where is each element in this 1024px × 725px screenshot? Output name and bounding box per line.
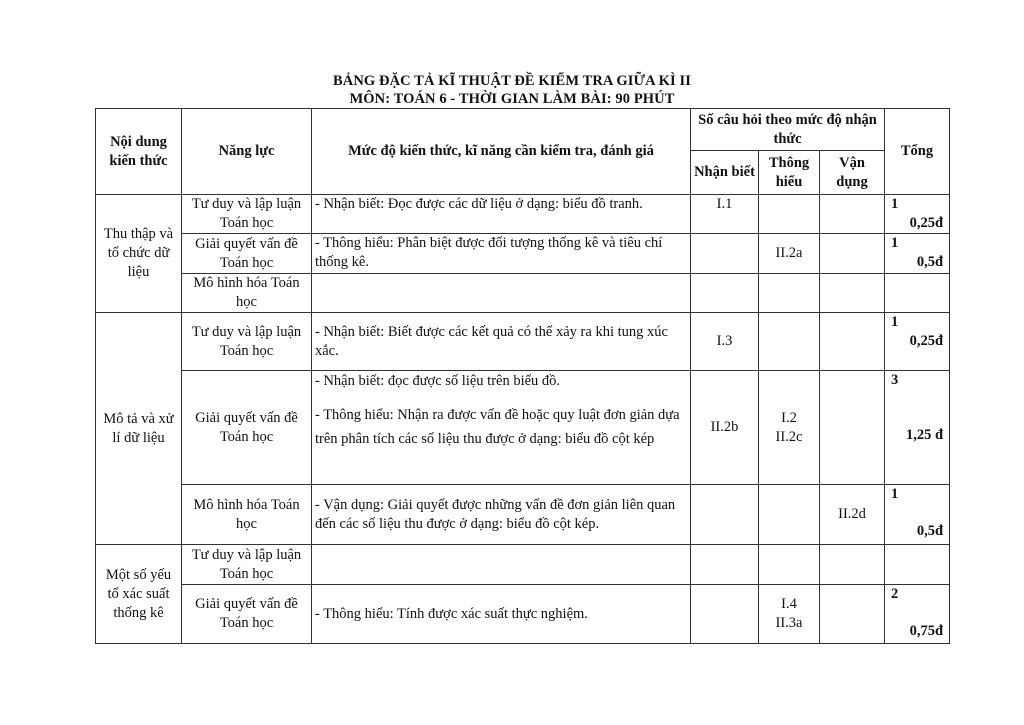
topic-cell: Thu thập và tổ chức dữ liệu — [96, 195, 182, 313]
apply-cell — [820, 585, 885, 644]
competency-cell: Giải quyết vấn đề Toán học — [182, 234, 312, 274]
total-count: 1 — [891, 235, 899, 251]
understand-cell — [759, 485, 820, 545]
apply-cell: II.2d — [820, 485, 885, 545]
competency-cell: Giải quyết vấn đề Toán học — [182, 585, 312, 644]
understand-cell — [759, 585, 820, 644]
header-row — [96, 109, 950, 151]
competency-cell: Tư duy và lập luận Toán học — [182, 313, 312, 371]
understand-cell — [759, 313, 820, 371]
table-row — [96, 195, 950, 234]
total-cell — [885, 371, 950, 485]
understand-line: II.2c — [775, 428, 803, 445]
recognize-cell: II.2b — [691, 371, 759, 485]
table-row — [96, 313, 950, 371]
specification-table — [95, 108, 950, 644]
apply-cell — [820, 234, 885, 274]
total-score: 0,5đ — [916, 254, 944, 270]
total-cell — [885, 485, 950, 545]
total-score: 1,25 đ — [905, 427, 944, 443]
total-cell — [885, 585, 950, 644]
total-cell — [885, 195, 950, 234]
description-cell: - Nhận biết: Biết được các kết quả có thể xảy ra khi tung xúc xắc. — [312, 313, 691, 371]
description-cell: - Thông hiểu: Tính được xác suất thực nghiệm. — [312, 585, 691, 644]
description-cell: - Thông hiểu: Phân biệt được đối tượng thống kê và tiêu chí thống kê. — [312, 234, 691, 274]
description-cell: - Nhận biết: Đọc được các dữ liệu ở dạng: biểu đồ tranh. — [312, 195, 691, 234]
competency-cell: Tư duy và lập luận Toán học — [182, 545, 312, 585]
header-apply: Vận dụng — [820, 151, 885, 195]
topic-cell: Một số yếu tố xác suất thống kê — [96, 545, 182, 644]
understand-cell — [759, 274, 820, 313]
competency-cell: Tư duy và lập luận Toán học — [182, 195, 312, 234]
apply-cell — [820, 195, 885, 234]
header-total: Tổng — [885, 109, 950, 195]
header-content: Nội dung kiến thức — [96, 109, 182, 195]
understand-line: II.3a — [775, 615, 803, 631]
recognize-cell: I.1 — [691, 195, 759, 234]
total-cell — [885, 274, 950, 313]
description-line: - Nhận biết: đọc được số liệu trên biểu đồ. — [315, 373, 561, 389]
recognize-cell — [691, 585, 759, 644]
header-level: Mức độ kiến thức, kĩ năng cần kiểm tra, đánh giá — [312, 109, 691, 195]
recognize-cell: I.3 — [691, 313, 759, 371]
understand-line: I.2 — [781, 409, 797, 426]
description-cell — [312, 371, 691, 485]
header-question-count: Số câu hỏi theo mức độ nhận thức — [691, 109, 885, 151]
total-cell — [885, 545, 950, 585]
recognize-cell — [691, 545, 759, 585]
recognize-cell — [691, 485, 759, 545]
description-cell — [312, 545, 691, 585]
total-count: 1 — [891, 486, 899, 502]
total-score: 0,25đ — [909, 333, 944, 349]
table-row — [96, 371, 950, 485]
table-row — [96, 545, 950, 585]
description-cell: - Vận dụng: Giải quyết được những vấn đề đơn giản liên quan đến các số liệu thu được ở dạng: biểu đồ cột kép. — [312, 485, 691, 545]
table-row — [96, 274, 950, 313]
understand-cell — [759, 545, 820, 585]
header-competency: Năng lực — [182, 109, 312, 195]
apply-cell — [820, 371, 885, 485]
document-subtitle: MÔN: TOÁN 6 - THỜI GIAN LÀM BÀI: 90 PHÚT — [349, 91, 675, 107]
total-count: 1 — [891, 314, 899, 330]
topic-cell: Mô tả và xử lí dữ liệu — [96, 313, 182, 545]
understand-cell: II.2a — [759, 234, 820, 274]
description-cell — [312, 274, 691, 313]
total-cell — [885, 234, 950, 274]
total-score: 0,75đ — [909, 623, 944, 639]
recognize-cell — [691, 234, 759, 274]
competency-cell: Mô hình hóa Toán học — [182, 485, 312, 545]
total-score: 0,25đ — [909, 215, 944, 231]
table-row — [96, 485, 950, 545]
apply-cell — [820, 274, 885, 313]
description-line: - Thông hiểu: Nhận ra được vấn đề hoặc quy luật đơn giản dựa trên phân tích các số liệu thu được ở dạng: biểu đồ cột kép — [315, 407, 680, 447]
apply-cell — [820, 545, 885, 585]
total-count: 3 — [891, 372, 899, 388]
total-cell — [885, 313, 950, 371]
document-title: BẢNG ĐẶC TẢ KĨ THUẬT ĐỀ KIỂM TRA GIỮA KÌ II — [332, 73, 691, 89]
understand-line: I.4 — [781, 596, 797, 612]
header-recognize: Nhận biết — [691, 151, 759, 195]
header-understand: Thông hiểu — [759, 151, 820, 195]
understand-cell — [759, 371, 820, 485]
total-count: 1 — [891, 196, 899, 212]
total-score: 0,5đ — [916, 523, 944, 539]
understand-cell — [759, 195, 820, 234]
recognize-cell — [691, 274, 759, 313]
competency-cell: Mô hình hóa Toán học — [182, 274, 312, 313]
competency-cell: Giải quyết vấn đề Toán học — [182, 371, 312, 485]
apply-cell — [820, 313, 885, 371]
table-row — [96, 234, 950, 274]
table-row — [96, 585, 950, 644]
total-count: 2 — [891, 586, 899, 602]
